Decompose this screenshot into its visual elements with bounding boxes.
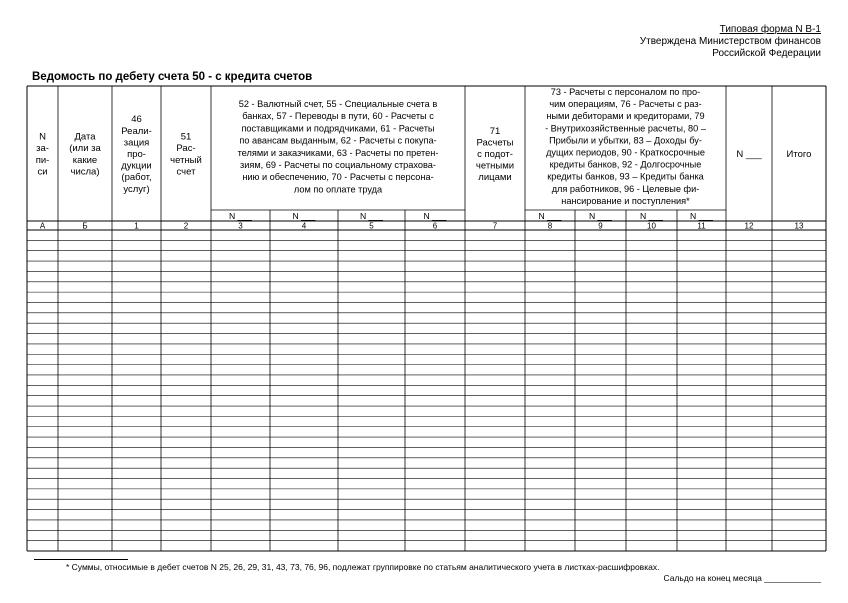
column-code: Б xyxy=(82,221,88,231)
group2-header-text: нансирование и поступления* xyxy=(561,195,690,206)
column-code: 5 xyxy=(369,221,374,231)
footnote: * Суммы, относимые в дебет счетов N 25, 26, 29, 31, 43, 73, 76, 96, подлежат группировке по статьям аналитического учета в листках-расшифровках. xyxy=(66,562,660,572)
column-header-text: лицами xyxy=(478,172,512,184)
group1-header-text: поставщиками и подрядчиками, 61 - Расчеты xyxy=(241,123,435,134)
group2-header-text: для работников, 96 - Целевые фи- xyxy=(551,183,700,194)
column-header-text: Рас- xyxy=(176,143,196,155)
column-header-text: N ___ xyxy=(736,148,762,160)
sub-column-label: N ___ xyxy=(538,211,562,221)
group2-header-text: 73 - Расчеты с персоналом по про- xyxy=(550,87,701,97)
column-header-text: Итого xyxy=(786,148,812,160)
column-header-text: (работ, xyxy=(121,172,152,184)
group2-header-text: Прибыли и убытки, 83 – Доходы бу- xyxy=(549,135,702,146)
sub-column-label: N ___ xyxy=(360,211,383,221)
group2-header-text: - Внутрихозяйственные расчеты, 80 – xyxy=(545,123,706,134)
column-code: 13 xyxy=(794,221,804,231)
group2-header-text: дущих периодов, 90 - Краткосрочные xyxy=(546,147,705,158)
column-header-text: си xyxy=(37,166,48,178)
footnote-rule xyxy=(34,559,128,560)
group2-header-text: ными дебиторами и кредиторами, 79 xyxy=(546,111,705,122)
column-header-text: зация xyxy=(123,137,150,149)
group1-header-text: по авансам выданным, 62 - Расчеты с покупа- xyxy=(239,135,437,146)
column-header-text: 71 xyxy=(489,125,501,137)
column-code: 12 xyxy=(744,221,754,231)
column-code: 3 xyxy=(238,221,243,231)
column-header-text: пи- xyxy=(35,154,50,166)
group1-header-text: зиям, 69 - Расчеты по социальному страхова- xyxy=(240,160,436,170)
column-header-text: 51 xyxy=(180,131,192,143)
sub-column-label: N ___ xyxy=(423,211,447,221)
group1-header-text: лом по оплате труда xyxy=(293,184,383,195)
column-code: 10 xyxy=(647,221,656,231)
sub-column-label: N ___ xyxy=(292,211,316,221)
group1-header-text: 52 - Валютный счет, 55 - Специальные счета в xyxy=(238,99,438,109)
column-code: 4 xyxy=(301,221,307,231)
sub-column-label: N ___ xyxy=(589,211,612,221)
sub-column-label: N ___ xyxy=(690,211,713,221)
column-code: 6 xyxy=(432,221,438,231)
column-code: 9 xyxy=(598,221,603,231)
group1-header-text: телями и заказчиками, 63 - Расчеты по претен- xyxy=(237,147,439,158)
column-header-text: с подот- xyxy=(477,148,513,160)
column-header-text: четный xyxy=(170,154,202,166)
group2-header-text: кредиты банков, 92 - Долгосрочные xyxy=(549,159,702,170)
column-header-text: четными xyxy=(475,160,515,172)
column-code: 2 xyxy=(183,221,189,231)
column-header-text: про- xyxy=(127,148,146,160)
column-code: 1 xyxy=(134,221,139,231)
sub-column-label: N ___ xyxy=(640,211,663,221)
column-code: 8 xyxy=(547,221,553,231)
column-header-text: услуг) xyxy=(123,183,150,195)
column-header-text: Расчеты xyxy=(476,137,514,149)
approved-line-1: Утверждена Министерством финансов xyxy=(639,36,821,47)
column-code: А xyxy=(39,221,46,231)
column-header-text: 46 xyxy=(131,114,142,126)
group2-header-text: чим операциям, 76 - Расчеты с раз- xyxy=(549,99,702,110)
approved-line-2: Российской Федерации xyxy=(712,48,821,59)
sub-column-label: N ___ xyxy=(229,211,252,221)
column-header-text: (или за xyxy=(69,143,101,155)
column-header-text: N xyxy=(39,131,46,143)
column-code: 7 xyxy=(492,221,498,231)
column-header-text: числа) xyxy=(70,166,100,178)
column-code: 11 xyxy=(697,221,706,231)
column-header-text: счет xyxy=(176,166,196,178)
column-header-text: Реали- xyxy=(121,125,152,137)
column-header-text: за- xyxy=(36,143,49,155)
document-title: Ведомость по дебету счета 50 - с кредита счетов xyxy=(32,71,313,83)
column-header-text: Дата xyxy=(74,131,96,143)
saldo-line: Сальдо на конец месяца ____________ xyxy=(663,573,821,583)
column-header-text: дукции xyxy=(121,160,152,172)
group1-header-text: банках, 57 - Переводы в пути, 60 - Расчеты с xyxy=(242,111,434,122)
group2-header-text: кредиты банков, 93 – Кредиты банка xyxy=(547,171,704,182)
form-name: Типовая форма N В-1 xyxy=(719,24,821,35)
column-header-text: какие xyxy=(72,154,98,166)
group1-header-text: нию и обеспечению, 70 - Расчеты с персона- xyxy=(242,172,434,183)
